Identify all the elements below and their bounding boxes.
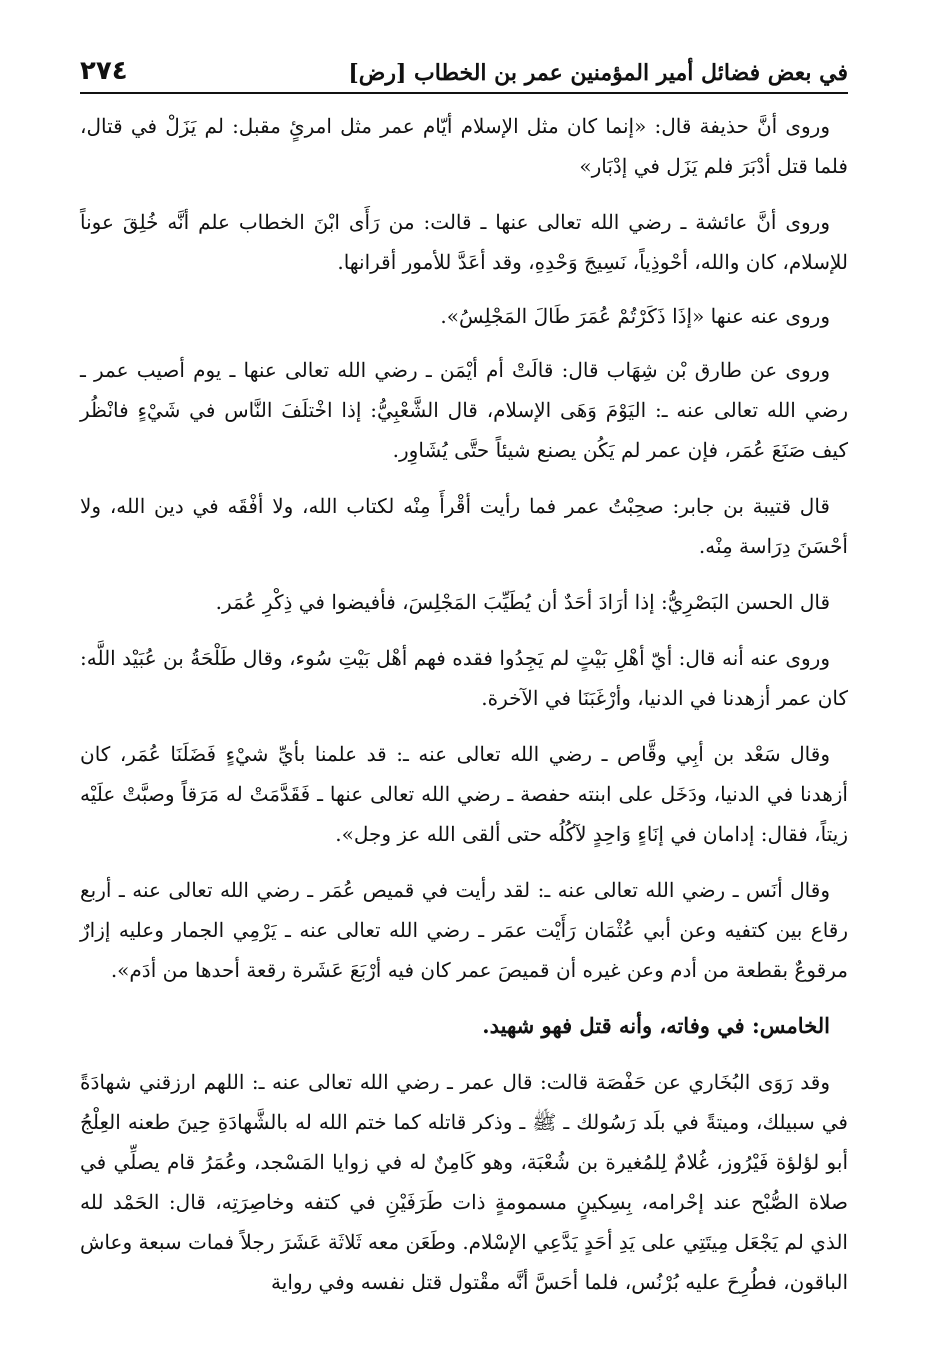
page-header: [80, 46, 848, 94]
page-number: ٢٧٤: [80, 56, 128, 86]
paragraph-aisha: وروى أنَّ عائشة ـ رضي الله تعالى عنها ـ قالت: من رَأَى ابْنَ الخطاب علم أنَّه خُلِقَ عوناً للإسلام، كان والله، أحْوذِياً، نَسِيجَ وَحْدِهِ، وقد أعَدَّ للأمور أقرانها.: [80, 210, 848, 274]
paragraph-hudhayfa: وروى أنَّ حذيفة قال: «إنما كان مثل الإسلام أيّام عمر مثل امرئٍ مقبل: لم يَزَلْ في قتال، فلما قتل أدْبَرَ فلم يَزَل في إدْبَار»: [80, 114, 848, 178]
paragraph-hasan: قال الحسن البَصْرِيُّ: إذا أرَادَ أحَدٌ أن يُطَيِّبَ المَجْلِسَ، فأفيضوا في ذِكْرِ عُمَر.: [215, 590, 830, 614]
paragraph-talha: وروى عنه أنه قال: أيّ أهْلِ بَيْتٍ لم يَجِدُوا فقده فهم أهْل بَيْتِ سُوء، وقال طَلْحَةُ بن عُبَيْد اللَّه: كان عمر أزهدنا في الدنيا، وأرْغَبَنَا في الآخرة.: [80, 646, 848, 710]
paragraph-saad: وقال سَعْد بن أبِي وقَّاص ـ رضي الله تعالى عنه ـ: قد علمنا بأيِّ شيْءٍ فَضَلَنَا عُمَر، كان أزهدنا في الدنيا، ودَخَل على ابنته حفصة ـ رضي الله تعالى عنها ـ فَقَدَّمَتْ له مَرَقاً وصبَّتْ علَيْه زيتاً، فقال: إدامان في إنَاءٍ وَاحِدٍ لآكُلُه حتى ألقى الله عز وجل».: [80, 742, 848, 846]
paragraph-qutayba: قال قتيبة بن جابر: صحِبْتُ عمر فما رأيت أقْرأَ مِنْه لكتاب الله، ولا أفْقَه في دين الله، ولا أحْسَنَ دِرَاسة مِنْه.: [80, 494, 848, 558]
running-title: في بعض فضائل أمير المؤمنين عمر بن الخطاب [رض]: [348, 60, 848, 86]
book-page: [80, 46, 848, 1346]
paragraph-anas: وقال أنَس ـ رضي الله تعالى عنه ـ: لقد رأيت في قميص عُمَر ـ رضي الله تعالى عنه ـ أربع رقاع بين كتفيه وعن أبي عُثْمَان رَأَيْت عمَر ـ رضي الله تعالى عنه ـ يَرْمِي الجمار وعليه إزارٌ مرقوعٌ بقطعة من أدم وعن غيره أن قميصَ عمر كان فيه أرْبَعَ عَشَرة رقعة أحدها من أدَم».: [80, 878, 849, 982]
paragraph-majlis: وروى عنه عنها «إذَا ذَكَرْتُمْ عُمَرَ طَالَ المَجْلِسُ».: [440, 304, 830, 328]
paragraph-bukhari: وقد رَوَى البُخَاري عن حَفْصَة قالت: قال عمر ـ رضي الله تعالى عنه ـ: اللهم ارزقني شهادَةً في سبيلك، وميتةً في بلَد رَسُولك ـ ﷺ ـ وذكر قاتله كما ختم الله له بالشَّهادَةِ حِينَ طعنه العِلْجُ أبو لؤلؤة فَيْرُوز، غُلامٌ لِلمُغيرة بن شُعْبَة، وهو كَامِنٌ له في زوايا المَسْجد، وعُمَرُ قام يصلِّي في صلاة الصُّبْح عند إحْرامه، بِسِكينٍ مسمومةٍ ذات طَرَفَيْنِ في كتفه وخاصِرَتِه، قال: الحَمْد لله الذي لم يَجْعَل مِيتَتِي على يَدِ أحَدٍ يَدَّعِي الإسْلام. وطَعَن معه ثَلاثَة عَشَرَ رجلاً فمات سبعة وعاش الباقون، فطُرِحَ عليه بُرْنُس، فلما أحَسَّ أنَّه مقْتول قتل نفسه وفي رواية: [80, 1070, 848, 1294]
paragraph-tariq: وروى عن طارق بْن شِهَاب قال: قالَتْ أم أيْمَن ـ رضي الله تعالى عنها ـ يوم أصيب عمر ـ رضي الله تعالى عنه ـ: اليَوْمَ وَهَى الإسلام، قال الشَّعْبِيُّ: إذا اخْتلَفَ النَّاس في شَيْءٍ فانْظُر كيف صَنَعَ عُمَر، فإن عمر لم يَكُن يصنع شيئاً حتَّى يُشَاوِر.: [80, 358, 849, 462]
section-heading: الخامس: في وفاته، وأنه قتل فهو شهيد.: [482, 1013, 830, 1038]
page-body: [80, 94, 848, 1302]
